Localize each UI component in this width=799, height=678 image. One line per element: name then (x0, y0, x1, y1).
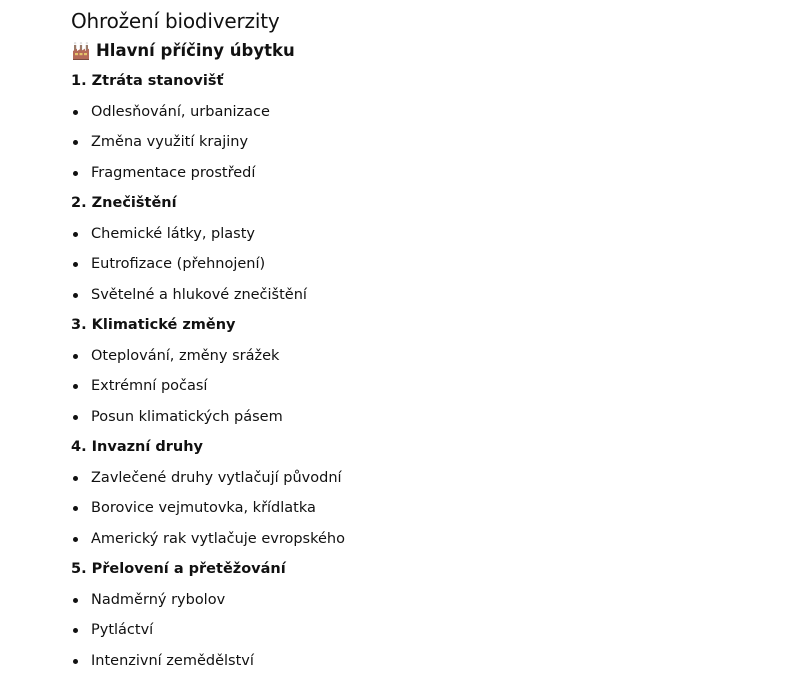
bullet-icon (73, 384, 78, 389)
item-text: Zavlečené druhy vytlačují původní (91, 469, 342, 486)
list-item (71, 619, 345, 650)
item-text: Nadměrný rybolov (91, 591, 226, 608)
item-text: Extrémní počasí (91, 378, 208, 394)
bullet-icon (73, 140, 78, 145)
section-subtitle (71, 39, 295, 63)
list-item (71, 284, 345, 315)
section-heading: 3. Klimatické změny (71, 317, 236, 333)
bullet-icon (73, 354, 78, 359)
item-text: Fragmentace prostředí (91, 164, 256, 181)
bullet-icon (73, 171, 78, 176)
item-text: Pytláctví (91, 622, 154, 638)
item-text: Americký rak vytlačuje evropského (91, 530, 345, 547)
list-item (71, 650, 345, 678)
list-item (71, 253, 345, 284)
bullet-icon (73, 293, 78, 298)
item-text: Změna využití krajiny (91, 134, 249, 150)
section-habitat-loss (71, 70, 345, 192)
list-item (71, 101, 345, 132)
list-item (71, 467, 345, 498)
list-item (71, 223, 345, 254)
section-heading: 5. Přelovení a přetěžování (71, 561, 286, 577)
item-text: Borovice vejmutovka, křídlatka (91, 500, 316, 516)
bullet-icon (73, 415, 78, 420)
section-pollution (71, 192, 345, 314)
page-title: Ohrožení biodiverzity (71, 9, 280, 33)
section-heading: 2. Znečištění (71, 195, 177, 211)
item-text: Eutrofizace (přehnojení) (91, 256, 266, 272)
list-item (71, 497, 345, 528)
factory-icon (71, 41, 91, 61)
item-text: Odlesňování, urbanizace (91, 103, 270, 120)
list-item (71, 589, 345, 620)
item-list (71, 223, 345, 315)
cause-sections (71, 70, 345, 678)
list-item (71, 528, 345, 559)
list-item (71, 406, 345, 437)
list-item (71, 345, 345, 376)
bullet-icon (73, 262, 78, 267)
item-text: Chemické látky, plasty (91, 225, 255, 242)
section-overexploitation (71, 558, 345, 678)
item-text: Světelné a hlukové znečištění (91, 286, 307, 303)
section-heading: 1. Ztráta stanovišť (71, 73, 224, 89)
item-list (71, 589, 345, 678)
bullet-icon (73, 506, 78, 511)
item-text: Posun klimatických pásem (91, 408, 283, 425)
item-list (71, 345, 345, 437)
item-text: Oteplování, změny srážek (91, 347, 280, 364)
bullet-icon (73, 537, 78, 542)
list-item (71, 375, 345, 406)
bullet-icon (73, 659, 78, 664)
item-list (71, 101, 345, 193)
bullet-icon (73, 110, 78, 115)
list-item (71, 131, 345, 162)
item-list (71, 467, 345, 559)
section-heading: 4. Invazní druhy (71, 439, 204, 455)
item-text: Intenzivní zemědělství (91, 652, 254, 669)
section-invasive-species (71, 436, 345, 558)
subtitle-text: Hlavní příčiny úbytku (96, 41, 295, 60)
list-item (71, 162, 345, 193)
bullet-icon (73, 232, 78, 237)
bullet-icon (73, 598, 78, 603)
bullet-icon (73, 476, 78, 481)
section-climate-change (71, 314, 345, 436)
bullet-icon (73, 628, 78, 633)
